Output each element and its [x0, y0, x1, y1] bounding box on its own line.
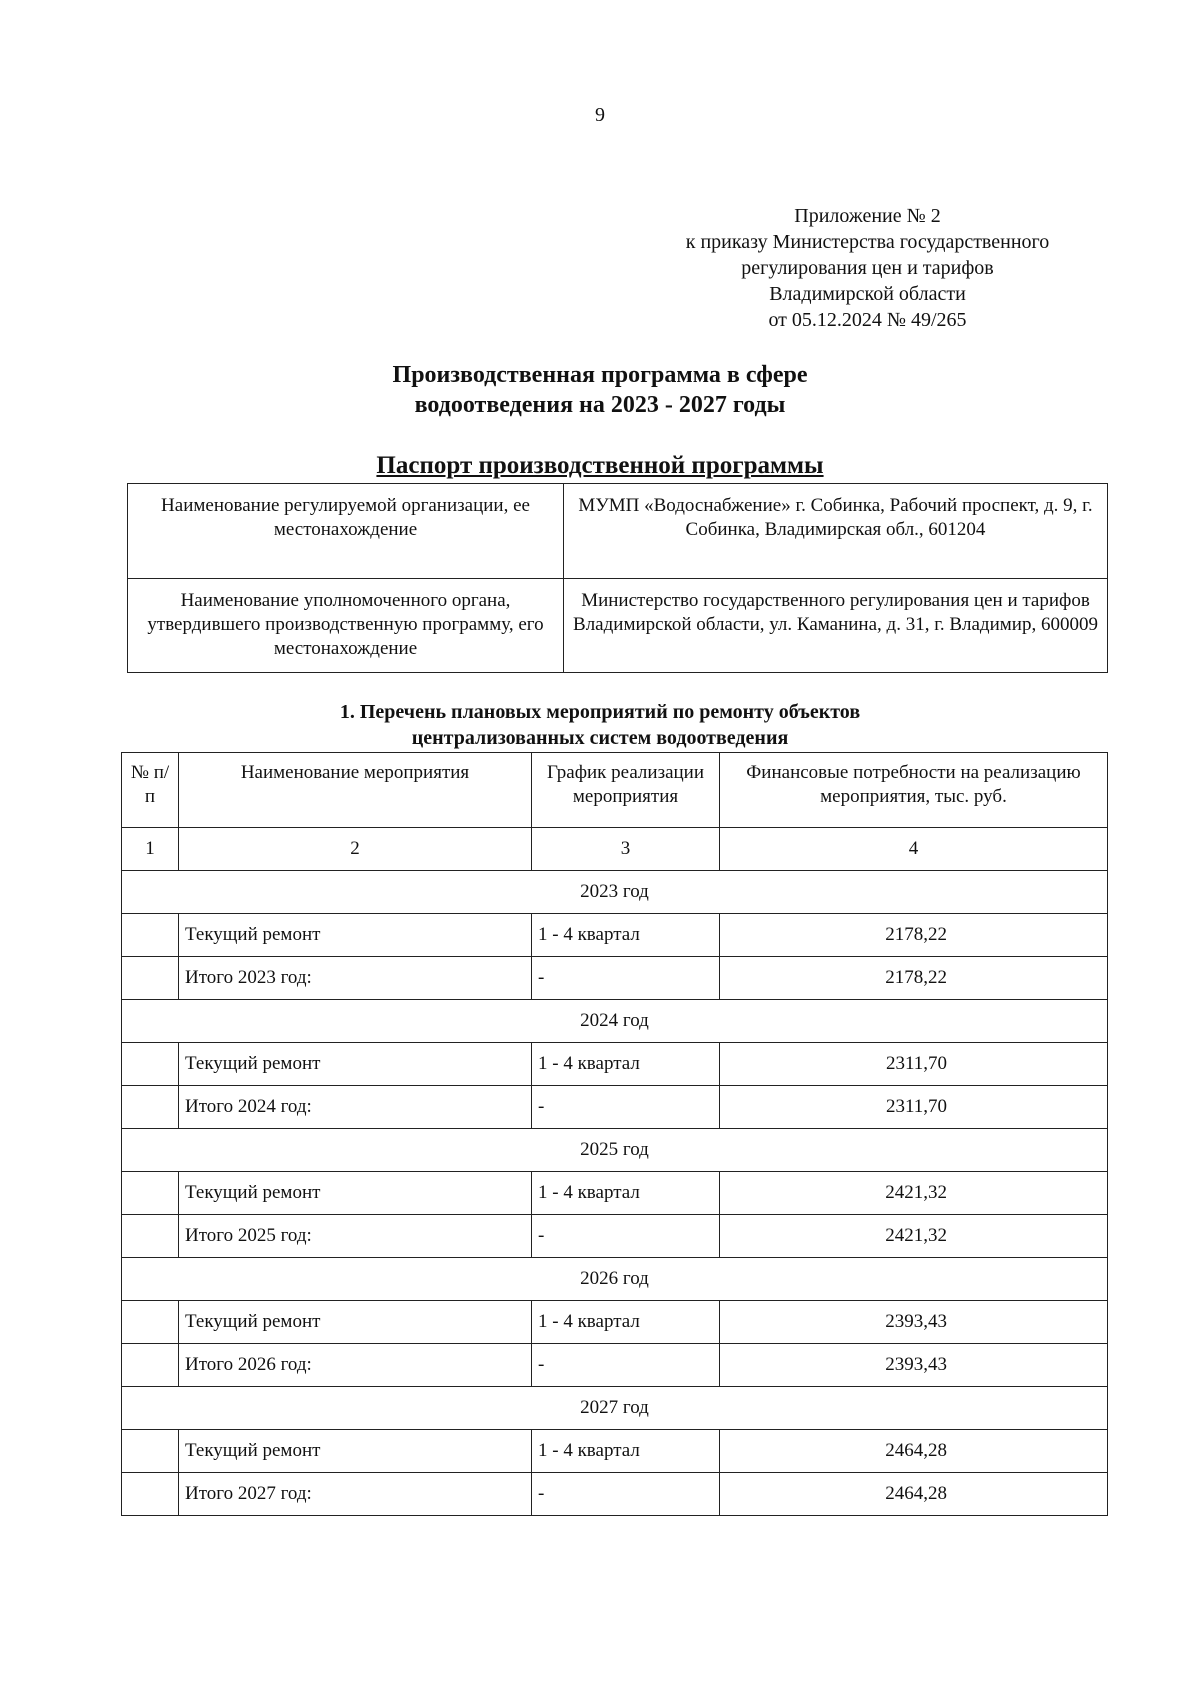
table-row	[122, 1473, 1108, 1516]
column-number-row	[122, 828, 1108, 871]
table-row	[122, 1043, 1108, 1086]
event-name: Итого 2026 год:	[179, 1344, 532, 1387]
row-number	[122, 1301, 179, 1344]
table-row	[122, 1430, 1108, 1473]
event-schedule: -	[532, 1215, 720, 1258]
passport-label: Наименование регулируемой организации, ее местонахождение	[128, 484, 564, 579]
passport-table	[127, 483, 1108, 673]
passport-heading: Паспорт производственной программы	[376, 452, 824, 479]
passport-label: Наименование уполномоченного органа, утвердившего производственную программу, его местонахождение	[128, 579, 564, 673]
event-schedule: 1 - 4 квартал	[532, 1172, 720, 1215]
page-number: 9	[595, 104, 605, 126]
event-amount: 2178,22	[720, 957, 1108, 1000]
column-number: 3	[532, 828, 720, 871]
row-number	[122, 1172, 179, 1215]
event-name: Итого 2027 год:	[179, 1473, 532, 1516]
event-schedule: 1 - 4 квартал	[532, 1301, 720, 1344]
year-label: 2023 год	[122, 871, 1108, 914]
passport-value: Министерство государственного регулирования цен и тарифов Владимирской области, ул. Каманина, д. 31, г. Владимир, 600009	[564, 579, 1108, 673]
event-amount: 2421,32	[720, 1215, 1108, 1258]
table-row	[122, 1215, 1108, 1258]
event-amount: 2421,32	[720, 1172, 1108, 1215]
event-schedule: 1 - 4 квартал	[532, 914, 720, 957]
year-row	[122, 871, 1108, 914]
row-number	[122, 957, 179, 1000]
event-amount: 2311,70	[720, 1086, 1108, 1129]
event-name: Текущий ремонт	[179, 1043, 532, 1086]
event-schedule: 1 - 4 квартал	[532, 1430, 720, 1473]
year-row	[122, 1387, 1108, 1430]
row-number	[122, 914, 179, 957]
event-amount: 2393,43	[720, 1344, 1108, 1387]
passport-value: МУМП «Водоснабжение» г. Собинка, Рабочий проспект, д. 9, г. Собинка, Владимирская обл., 601204	[564, 484, 1108, 579]
event-schedule: -	[532, 1086, 720, 1129]
year-label: 2025 год	[122, 1129, 1108, 1172]
year-row	[122, 1000, 1108, 1043]
row-number	[122, 1043, 179, 1086]
column-number: 1	[122, 828, 179, 871]
column-header: Наименование мероприятия	[179, 753, 532, 828]
table-row	[122, 1301, 1108, 1344]
section-heading-line-2: централизованных систем водоотведения	[411, 727, 789, 749]
table-row	[122, 914, 1108, 957]
column-number: 2	[179, 828, 532, 871]
row-number	[122, 1215, 179, 1258]
row-number	[122, 1086, 179, 1129]
event-name: Текущий ремонт	[179, 1301, 532, 1344]
event-schedule: 1 - 4 квартал	[532, 1043, 720, 1086]
event-name: Текущий ремонт	[179, 1430, 532, 1473]
event-name: Текущий ремонт	[179, 1172, 532, 1215]
table-row	[122, 1172, 1108, 1215]
year-row	[122, 1258, 1108, 1301]
appendix-line: к приказу Министерства государственного	[685, 231, 1050, 253]
title-line-1: Производственная программа в сфере	[392, 362, 808, 388]
event-schedule: -	[532, 1473, 720, 1516]
row-number	[122, 1430, 179, 1473]
document-title	[0, 360, 1200, 420]
year-row	[122, 1129, 1108, 1172]
event-amount: 2178,22	[720, 914, 1108, 957]
section-heading-line-1: 1. Перечень плановых мероприятий по ремонту объектов	[339, 701, 861, 723]
event-amount: 2464,28	[720, 1430, 1108, 1473]
appendix-line: регулирования цен и тарифов	[741, 257, 994, 279]
event-amount: 2393,43	[720, 1301, 1108, 1344]
year-label: 2024 год	[122, 1000, 1108, 1043]
event-schedule: -	[532, 957, 720, 1000]
events-table	[121, 752, 1108, 1516]
event-amount: 2464,28	[720, 1473, 1108, 1516]
appendix-line: Владимирской области	[769, 283, 966, 305]
appendix-block	[640, 203, 1095, 333]
event-amount: 2311,70	[720, 1043, 1108, 1086]
appendix-line: от 05.12.2024 № 49/265	[768, 309, 967, 331]
table-row	[122, 957, 1108, 1000]
appendix-line: Приложение № 2	[794, 205, 941, 227]
row-number	[122, 1344, 179, 1387]
table-row	[122, 1086, 1108, 1129]
column-number: 4	[720, 828, 1108, 871]
passport-row	[128, 579, 1108, 673]
event-name: Итого 2024 год:	[179, 1086, 532, 1129]
event-name: Итого 2025 год:	[179, 1215, 532, 1258]
year-label: 2026 год	[122, 1258, 1108, 1301]
passport-row	[128, 484, 1108, 579]
column-header: № п/п	[122, 753, 179, 828]
table-row	[122, 1344, 1108, 1387]
title-line-2: водоотведения на 2023 - 2027 годы	[414, 392, 786, 418]
year-rows	[122, 871, 1108, 1516]
row-number	[122, 1473, 179, 1516]
event-name: Текущий ремонт	[179, 914, 532, 957]
column-header: Финансовые потребности на реализацию мероприятия, тыс. руб.	[720, 753, 1108, 828]
event-schedule: -	[532, 1344, 720, 1387]
event-name: Итого 2023 год:	[179, 957, 532, 1000]
table-header-row	[122, 753, 1108, 828]
section-heading	[0, 699, 1200, 751]
year-label: 2027 год	[122, 1387, 1108, 1430]
column-header: График реализации мероприятия	[532, 753, 720, 828]
